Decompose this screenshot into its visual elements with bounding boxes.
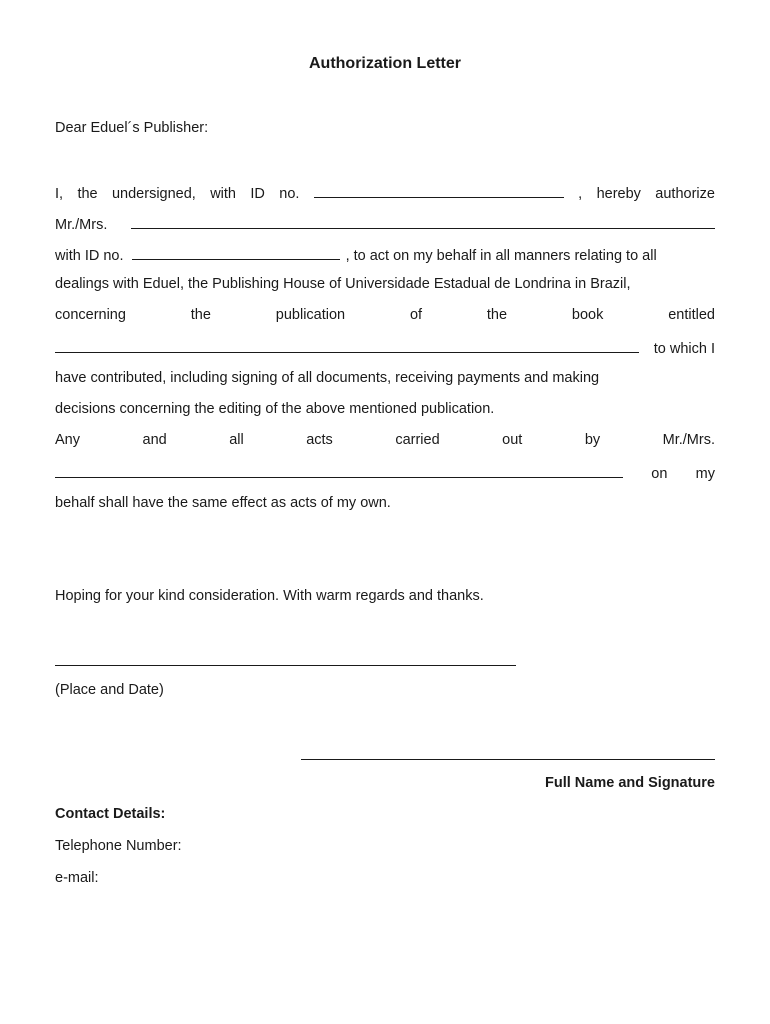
closing-line: Hoping for your kind consideration. With warm regards and thanks. bbox=[55, 588, 484, 604]
paragraph-line-2 bbox=[55, 214, 715, 233]
word: book bbox=[571, 307, 604, 323]
paragraph-line-9 bbox=[55, 432, 715, 448]
word: I, bbox=[55, 186, 64, 202]
word: publication bbox=[275, 307, 346, 323]
paragraph-line-1 bbox=[55, 183, 715, 202]
authorized-person-id-blank[interactable] bbox=[132, 245, 340, 260]
word: the bbox=[77, 186, 98, 202]
word: by bbox=[584, 432, 601, 448]
letter-title: Authorization Letter bbox=[309, 55, 461, 72]
salutation: Dear Eduel´s Publisher: bbox=[55, 120, 209, 136]
word: carried bbox=[395, 432, 440, 448]
word: acts bbox=[306, 432, 333, 448]
paragraph-line-11: behalf shall have the same effect as acts of my own. bbox=[55, 495, 391, 511]
paragraph-line-3 bbox=[55, 245, 715, 264]
paragraph-line-4: dealings with Eduel, the Publishing House of Universidade Estadual de Londrina in Brazil, bbox=[55, 276, 631, 292]
book-title-blank[interactable] bbox=[55, 338, 639, 353]
telephone-label: Telephone Number: bbox=[55, 838, 182, 854]
word: , to act on my behalf in all manners relating to all bbox=[345, 248, 657, 264]
authorized-person-name-blank[interactable] bbox=[131, 214, 715, 229]
paragraph-line-8: decisions concerning the editing of the above mentioned publication. bbox=[55, 401, 495, 417]
word: my bbox=[695, 466, 715, 482]
word: all bbox=[229, 432, 244, 448]
word: Mr./Mrs. bbox=[55, 217, 108, 233]
acting-person-name-blank[interactable] bbox=[55, 463, 623, 478]
word: authorize bbox=[655, 186, 715, 202]
place-date-label: (Place and Date) bbox=[55, 682, 164, 698]
word: hereby bbox=[596, 186, 641, 202]
word: on bbox=[651, 466, 668, 482]
paragraph-line-10 bbox=[55, 463, 715, 482]
word: undersigned, bbox=[111, 186, 196, 202]
paragraph-line-7: have contributed, including signing of all documents, receiving payments and making bbox=[55, 370, 600, 386]
word: the bbox=[190, 307, 211, 323]
word: no. bbox=[279, 186, 300, 202]
word: the bbox=[486, 307, 508, 323]
word: Mr./Mrs. bbox=[662, 432, 715, 448]
word: and bbox=[142, 432, 167, 448]
word: out bbox=[502, 432, 523, 448]
word: ID bbox=[250, 186, 265, 202]
word: with bbox=[210, 186, 236, 202]
word: of bbox=[409, 307, 423, 323]
paragraph-line-6 bbox=[55, 338, 715, 357]
word: concerning bbox=[55, 307, 126, 323]
email-label: e-mail: bbox=[55, 870, 99, 886]
word: with ID no. bbox=[55, 248, 124, 264]
signature-blank[interactable] bbox=[301, 745, 715, 760]
id-number-blank[interactable] bbox=[314, 183, 564, 198]
word: , bbox=[578, 186, 583, 202]
paragraph-line-5 bbox=[55, 307, 715, 323]
contact-heading: Contact Details: bbox=[55, 806, 166, 822]
word: Any bbox=[55, 432, 80, 448]
signature-label: Full Name and Signature bbox=[545, 775, 715, 791]
word: entitled bbox=[668, 307, 715, 323]
place-date-blank[interactable] bbox=[55, 651, 516, 666]
word: to which I bbox=[653, 341, 715, 357]
